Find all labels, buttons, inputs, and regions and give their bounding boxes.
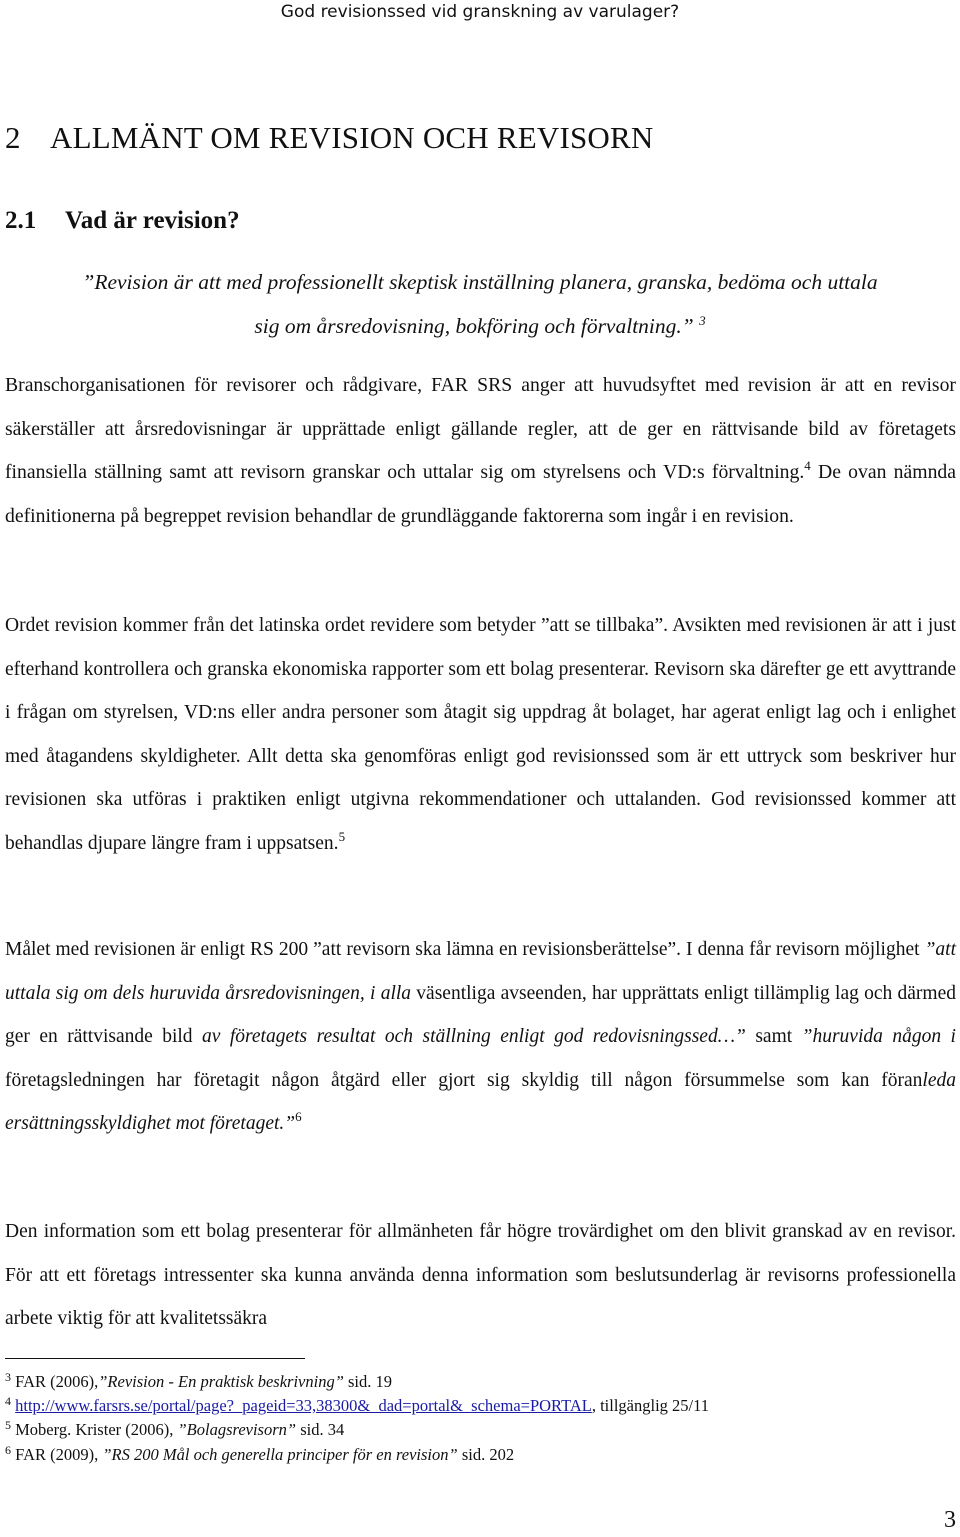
footnote-number: 4 <box>5 1394 11 1409</box>
footnote-title: ”Bolagsrevisorn” <box>177 1420 297 1440</box>
paragraph-4-text: Den information som ett bolag presenterar för allmänheten får högre trovärdighet om den blivit granskad av en revisor. För att ett företags intressenter ska kunna använda denna information som beslutsunderlag är revisorns professionella arbete viktig för att kvalitetssäkra <box>5 1221 956 1330</box>
paragraph-1-text-b: De ovan nämnda definitionerna på begreppet revision behandlar de grundläggande faktorerna som ingår i en revision. <box>5 461 956 527</box>
paragraph-1-text-a: Branschorganisationen för revisorer och rådgivare, FAR SRS anger att huvudsyftet med revision är att en revisor säkerställer att årsredovisningar är upprättade enligt gällande regler, att de ger en rättvisande bild av företagets finansiella ställning samt att revisorn granskar och uttalar sig om styrelsens och VD:s förvaltning. <box>5 374 956 484</box>
page-number: 3 <box>944 1507 956 1533</box>
quote-line-1: ”Revision är att med professionellt skeptisk inställning planera, granska, bedöma och uttala <box>82 270 878 294</box>
paragraph-3-text-d: företagsledningen har företagit någon åtgärd eller gjort sig skyldig till någon försummelse som kan föran <box>5 1069 923 1091</box>
paragraph-2-text: Ordet revision kommer från det latinska ordet revidere som betyder ”att se tillbaka”. Avsikten med revisionen är att i just efterhand kontrollera och granska ekonomiska rapporter som ett bolag presenterar. Revisorn ska därefter ge ett avyttrande i frågan om styrelsen, VD:ns eller andra personer som åtagit sig uppdrag åt bolaget, har agerat enligt lag och i enlighet med åtagandens skyldigheter. Allt detta ska genomföras enligt god revisionssed som är ett uttryck som beskriver hur revisionen ska utföras i praktiken enligt utgivna rekommendationer och uttalanden. God revisionssed kommer att behandlas djupare längre fram i uppsatsen. <box>5 615 956 854</box>
paragraph-3-italic-b: av företagets resultat och ställning enligt god redovisningssed…” <box>202 1026 746 1048</box>
chapter-number: 2 <box>5 120 21 155</box>
footnote-title: ”RS 200 Mål och generella principer för en revision” <box>102 1444 458 1464</box>
chapter-heading <box>5 118 653 158</box>
quote-line-2-text: sig om årsredovisning, bokföring och förvaltning.” <box>254 313 694 338</box>
footnote-link[interactable]: http://www.farsrs.se/portal/page?_pageid=33,38300&_dad=portal&_schema=PORTAL <box>15 1396 592 1416</box>
paragraph-4 <box>5 1210 956 1341</box>
footnote-number: 6 <box>5 1442 11 1457</box>
footnote-text: Moberg. Krister (2006), <box>15 1420 178 1440</box>
footnotes <box>5 1370 956 1467</box>
footnote-number: 5 <box>5 1418 11 1433</box>
section-heading <box>5 204 240 238</box>
footnote-ref-6[interactable]: 6 <box>295 1109 302 1125</box>
footnote-separator <box>5 1358 305 1359</box>
footnote-5 <box>5 1418 956 1442</box>
footnote-4 <box>5 1394 956 1418</box>
paragraph-3 <box>5 928 956 1146</box>
running-header: God revisionssed vid granskning av varulager? <box>280 2 680 22</box>
section-title: Vad är revision? <box>65 207 240 234</box>
footnote-text: FAR (2009), <box>15 1444 103 1464</box>
footnote-ref-5[interactable]: 5 <box>338 828 346 844</box>
footnote-6 <box>5 1443 956 1467</box>
footnote-page: sid. 202 <box>457 1444 515 1464</box>
chapter-title: ALLMÄNT OM REVISION OCH REVISORN <box>50 120 654 155</box>
paragraph-3-italic-a: ”att uttala sig om dels huruvida årsredovisningen, i alla <box>5 939 956 1004</box>
quote-line-2 <box>0 305 960 349</box>
footnote-number: 3 <box>5 1370 11 1384</box>
paragraph-1 <box>5 364 956 538</box>
footnote-3 <box>5 1370 956 1394</box>
paragraph-3-italic-d: leda ersättningsskyldighet mot företaget.” <box>5 1069 956 1135</box>
paragraph-3-italic-c: ”huruvida någon i <box>801 1026 956 1048</box>
footnote-text: FAR (2006), <box>15 1372 99 1391</box>
footnote-ref-4[interactable]: 4 <box>804 458 811 474</box>
paragraph-3-text-c: samt <box>745 1026 802 1048</box>
footnote-access-date: , tillgänglig 25/11 <box>591 1396 710 1416</box>
footnote-ref-3[interactable]: 3 <box>699 312 706 328</box>
footnote-title: ”Revision - En praktisk beskrivning” <box>98 1372 344 1391</box>
paragraph-2 <box>5 604 956 866</box>
section-number: 2.1 <box>5 207 37 234</box>
paragraph-3-text-b: väsentliga avseenden, har upprättats enligt tillämplig lag och därmed ger en rättvisande bild <box>5 982 956 1048</box>
definition-quote <box>0 261 960 348</box>
paragraph-3-text-a: Målet med revisionen är enligt RS 200 ”att revisorn ska lämna en revisionsberättelse”. I denna får revisorn möjlighet <box>5 939 925 960</box>
footnote-page: sid. 34 <box>296 1420 345 1440</box>
footnote-page: sid. 19 <box>343 1372 393 1391</box>
